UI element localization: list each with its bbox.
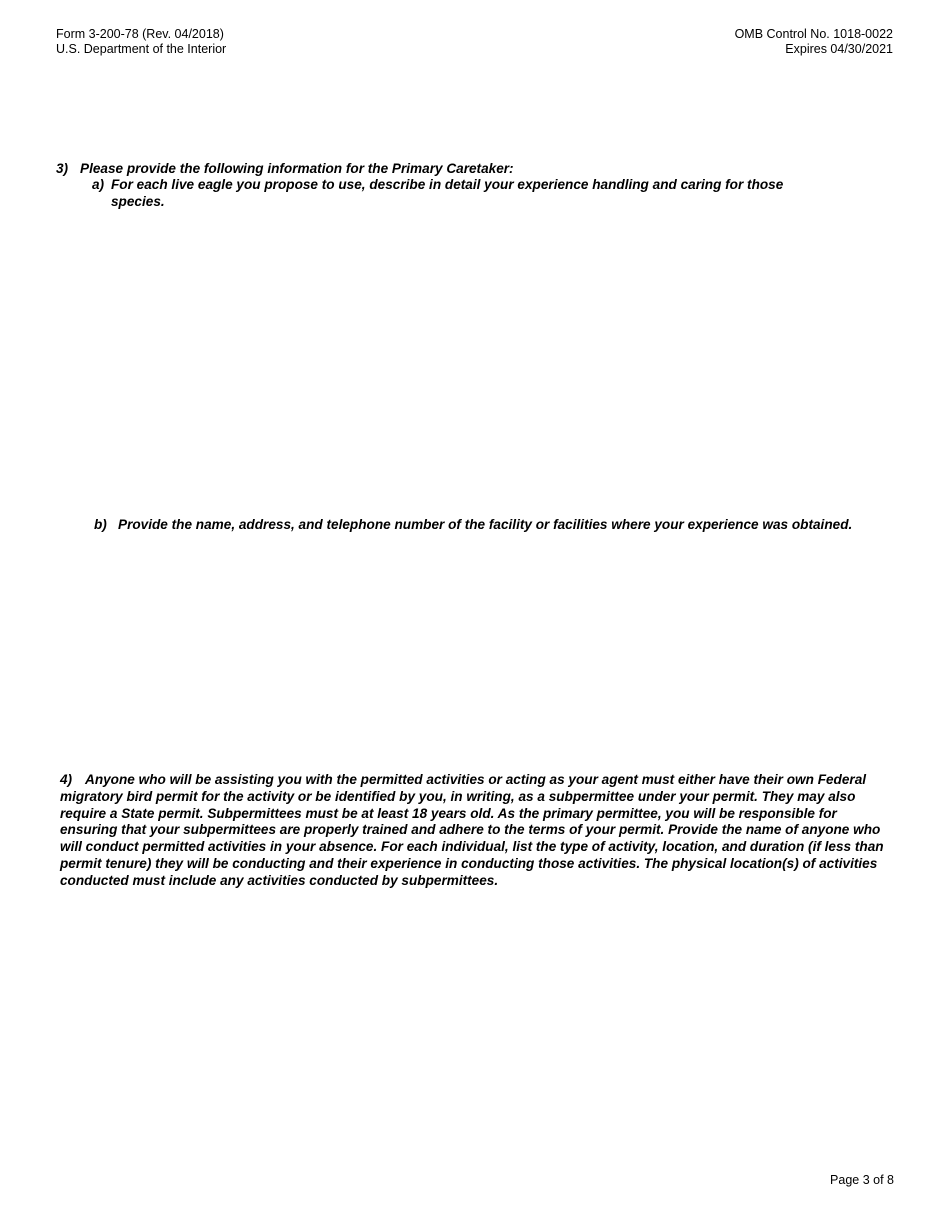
question-4: [60, 772, 908, 890]
question-3: [56, 161, 514, 178]
expiration-date: Expires 04/30/2021: [785, 42, 893, 56]
question-4-line: conducted must include any activities conducted by subpermittees.: [60, 872, 499, 888]
question-3b-label: b): [94, 517, 107, 532]
question-3a-line-1: For each live eagle you propose to use, describe in detail your experience handling and caring for those: [111, 177, 784, 192]
omb-control-number: OMB Control No. 1018-0022: [734, 27, 893, 41]
question-4-line: Anyone who will be assisting you with the permitted activities or acting as your agent must either have their own Federal: [85, 772, 867, 787]
question-4-line: migratory bird permit for the activity or be identified by you, in writing, as a subpermittee under your permit. They may also: [60, 788, 856, 804]
question-3a-label: a): [92, 177, 105, 192]
question-3a-line-2: species.: [111, 193, 165, 209]
question-3b-text: Provide the name, address, and telephone number of the facility or facilities where your experience was obtained.: [118, 517, 853, 532]
form-header-left: [56, 27, 226, 57]
question-4-number: 4): [60, 772, 73, 787]
question-4-answer-area[interactable]: [60, 900, 908, 1155]
question-3a-answer-area[interactable]: [92, 215, 892, 505]
department-name: U.S. Department of the Interior: [56, 42, 227, 56]
form-header-right: [735, 27, 893, 57]
question-3b-answer-area[interactable]: [92, 540, 892, 760]
question-3a: [92, 177, 822, 211]
question-4-line: permit tenure) they will be conducting and their experience in conducting those activities. The physical location(s) of activities: [60, 855, 878, 871]
question-4-line: will conduct permitted activities in your absence. For each individual, list the type of activity, location, and duration (if less than: [60, 839, 884, 855]
page-number: Page 3 of 8: [830, 1173, 894, 1187]
question-3b: [94, 517, 852, 534]
question-3-number: 3): [56, 161, 69, 176]
form-number: Form 3-200-78 (Rev. 04/2018): [56, 27, 224, 41]
question-4-line: ensuring that your subpermittees are properly trained and adhere to the terms of your permit. Provide the name of anyone who: [60, 822, 881, 838]
question-4-line: require a State permit. Subpermittees must be at least 18 years old. As the primary permittee, you will be responsible for: [60, 805, 837, 821]
question-3-text: Please provide the following information for the Primary Caretaker:: [80, 161, 514, 176]
